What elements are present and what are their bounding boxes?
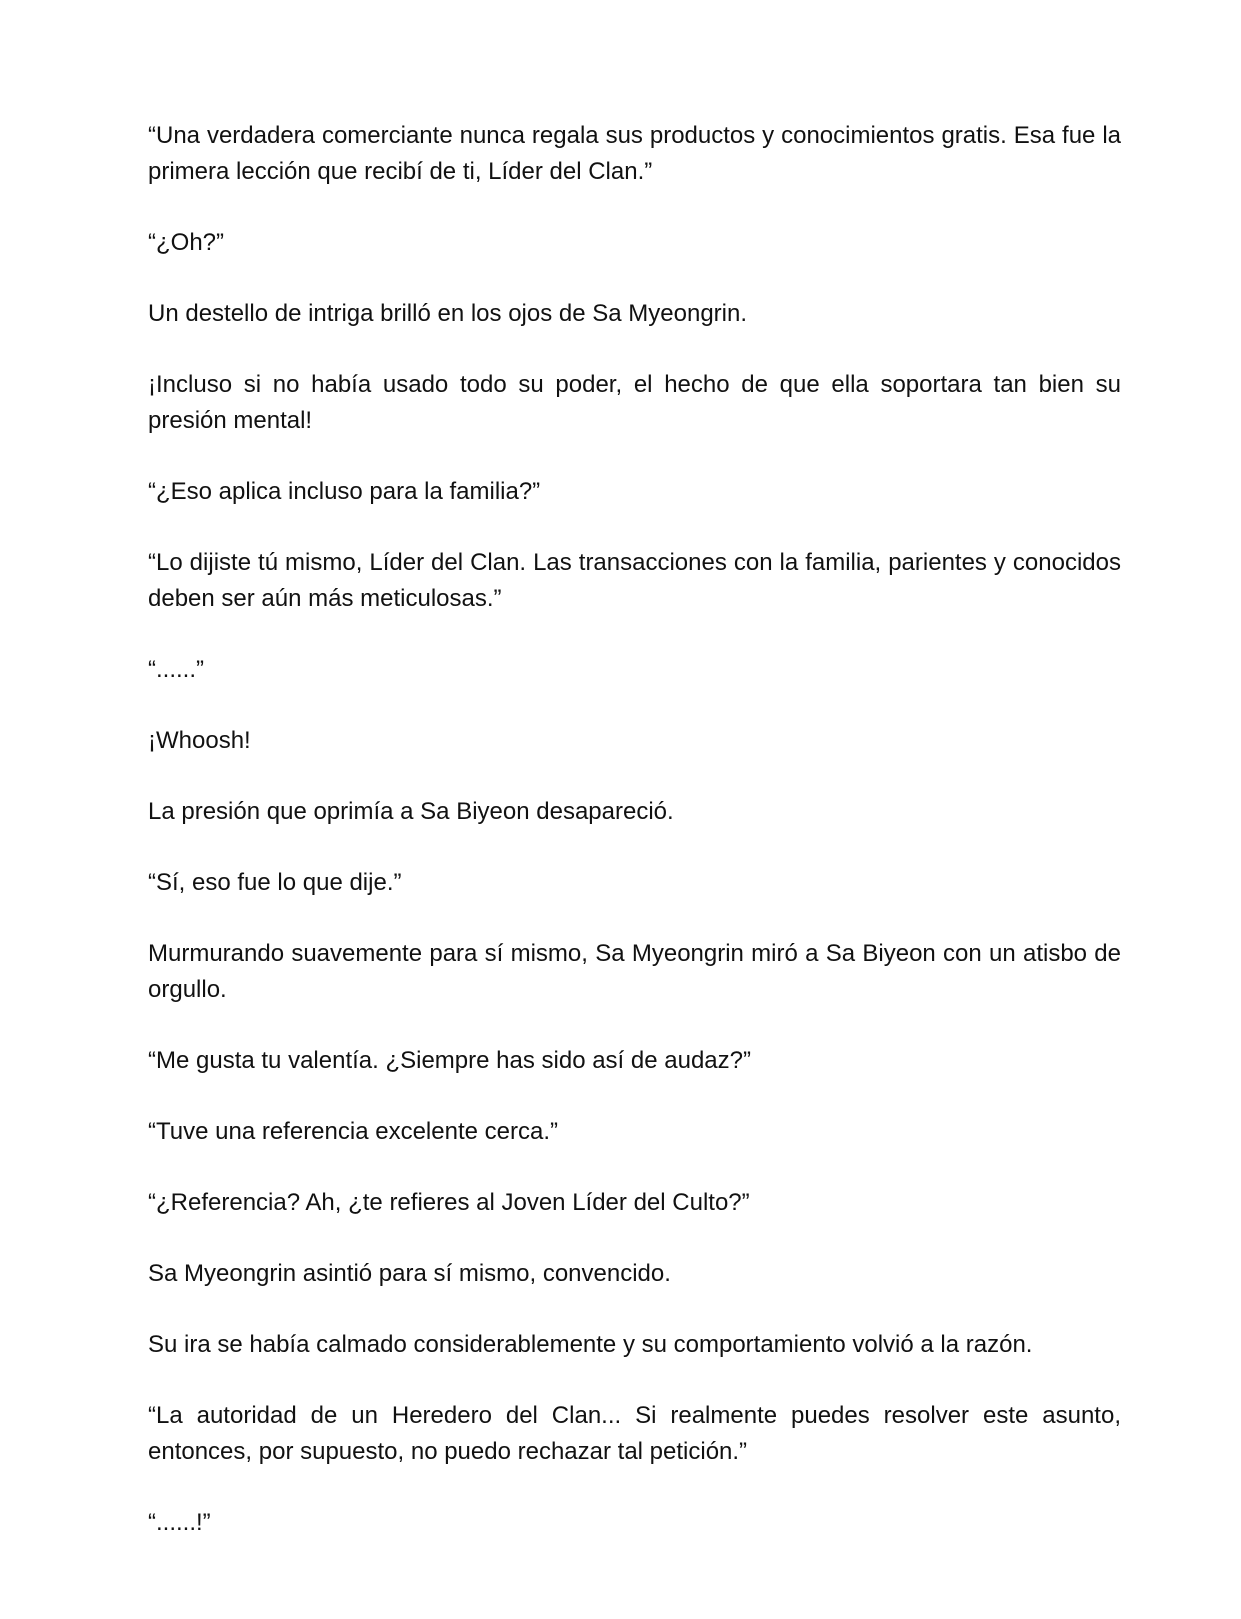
paragraph: “Una verdadera comerciante nunca regala sus productos y conocimientos gratis. Esa fue la primera lección que recibí de ti, Líder del Clan.” — [148, 122, 1121, 185]
paragraph: ¡Whoosh! — [148, 727, 251, 754]
paragraph: “La autoridad de un Heredero del Clan... Si realmente puedes resolver este asunto, entonces, por supuesto, no puedo rechazar tal petición.” — [148, 1402, 1121, 1465]
paragraph: “¿Referencia? Ah, ¿te refieres al Joven Líder del Culto?” — [148, 1189, 750, 1216]
paragraph: Murmurando suavemente para sí mismo, Sa Myeongrin miró a Sa Biyeon con un atisbo de orgullo. — [148, 940, 1121, 1003]
paragraph: Sa Myeongrin asintió para sí mismo, convencido. — [148, 1260, 671, 1287]
paragraph: “Me gusta tu valentía. ¿Siempre has sido así de audaz?” — [148, 1047, 751, 1074]
paragraph: ¡Incluso si no había usado todo su poder, el hecho de que ella soportara tan bien su presión mental! — [148, 371, 1121, 434]
paragraph: “Sí, eso fue lo que dije.” — [148, 869, 402, 896]
paragraph: Un destello de intriga brilló en los ojos de Sa Myeongrin. — [148, 300, 748, 327]
paragraph: “Lo dijiste tú mismo, Líder del Clan. Las transacciones con la familia, parientes y conocidos deben ser aún más meticulosas.” — [148, 549, 1121, 612]
paragraph: “¿Oh?” — [148, 229, 225, 256]
document-body — [148, 118, 1121, 1541]
paragraph: “Tuve una referencia excelente cerca.” — [148, 1118, 558, 1145]
paragraph: “¿Eso aplica incluso para la familia?” — [148, 478, 541, 505]
paragraph: “......!” — [148, 1509, 211, 1536]
paragraph: Su ira se había calmado considerablemente y su comportamiento volvió a la razón. — [148, 1331, 1033, 1358]
paragraph: “......” — [148, 656, 204, 683]
paragraph: La presión que oprimía a Sa Biyeon desapareció. — [148, 798, 674, 825]
